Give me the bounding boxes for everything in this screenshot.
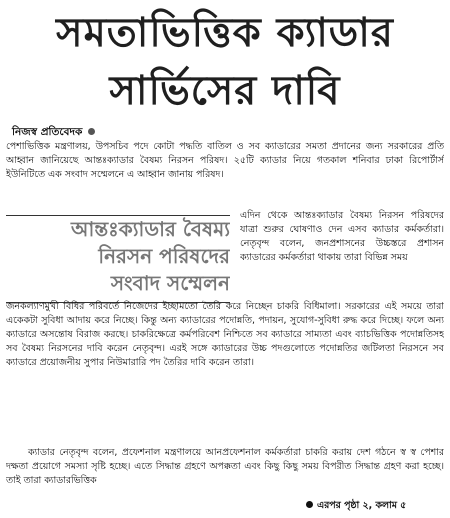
paragraph-intro: পেশাভিত্তিক মন্ত্রণালয়, উপসচিব পদে কোটা পদ্ধতি বাতিল ও সব ক্যাডারের সমতা প্রদানের জন্য সরকারের প্রতি আহ্বান জানিয়েছে আন্তঃক্যাডার বৈষম্য নিরসন পরিষদ। ২৫টি ক্যাডার নিয়ে গতকাল শনিবার ঢাকা রিপোর্টার্স ইউনিটিতে এক সংবাদ সম্মেলনে এ আহ্বান জানায় পরিষদ।	[6, 141, 444, 180]
byline	[12, 124, 95, 140]
headline-line-1: সমতাভিত্তিক ক্যাডার	[56, 10, 394, 56]
bullet-icon	[88, 128, 95, 135]
paragraph-right-column: এদিন থেকে আন্তঃক্যাডার বৈষম্য নিরসন পরিষদের যাত্রা শুরুর ঘোষণাও দেন এসব ক্যাডার কর্মকর্তারা। নেতৃবৃন্দ বলেন, জনপ্রশাসনের উচ্চস্তরে প্রশাসন ক্যাডারের কর্মকর্তারা থাকায় তারা বিভিন্ন সময়	[240, 210, 444, 263]
pullquote-line-2: নিরসন পরিষদের	[98, 244, 230, 268]
paragraph-main: জনকল্যাণমুখী বিধির পরিবর্তে নিজেদের ইচ্ছামতো তৈরি করে নিচ্ছেন চাকরি বিধিমালা। সরকারের এই সময়ে তারা একেকটা সুবিধা আদায় করে নিচ্ছে। কিন্তু অন্য ক্যাডারের পদোন্নতি, পদায়ন, সুযোগ-সুবিধা রুদ্ধ করে দিচ্ছে। ফলে অন্য ক্যাডারে অসন্তোষ বিরাজ করছে। চাকরিক্ষেত্রে কর্মপরিবেশ নিশ্চিতে সব ক্যাডারে সাম্যতা এবং ব্যাচভিত্তিক পদোন্নতিসহ সব বৈষম্য নিরসনের দাবি করেন নেতৃবৃন্দ। এরই সঙ্গে ক্যাডারের উচ্চ পদগুলোতে পদোন্নতির জটিলতা নিরসনে সব ক্যাডারে প্রয়োজনীয় সুপার নিউমারারি পদ তৈরির দাবি করেন তারা।	[6, 301, 444, 368]
continuation-note	[306, 498, 406, 514]
continuation-text: এরপর পৃষ্ঠা ২, কলাম ৫	[317, 500, 407, 511]
byline-text: নিজস্ব প্রতিবেদক	[12, 126, 83, 138]
pullquote	[6, 215, 230, 302]
pullquote-line-1: আন্তঃক্যাডার বৈষম্য	[70, 217, 230, 241]
headline-line-2: সার্ভিসের দাবি	[109, 68, 341, 114]
pullquote-line-3: সংবাদ সম্মেলন	[110, 271, 230, 295]
paragraph-last: ক্যাডার নেতৃবৃন্দ বলেন, প্রফেশনাল মন্ত্রণালয়ে আনপ্রফেশনাল কর্মকর্তারা চাকরি করায় দেশ গঠনে স্ব স্ব পেশার দক্ষতা প্রয়োগে সমস্যা সৃষ্টি হচ্ছে। এতে সিদ্ধান্ত গ্রহণে অপক্কতা এবং কিছু কিছু সময় বিপরীত সিদ্ধান্ত গ্রহণ করা হচ্ছে। তাই তারা ক্যাডারভিত্তিক	[6, 447, 444, 486]
bullet-icon	[306, 501, 313, 508]
